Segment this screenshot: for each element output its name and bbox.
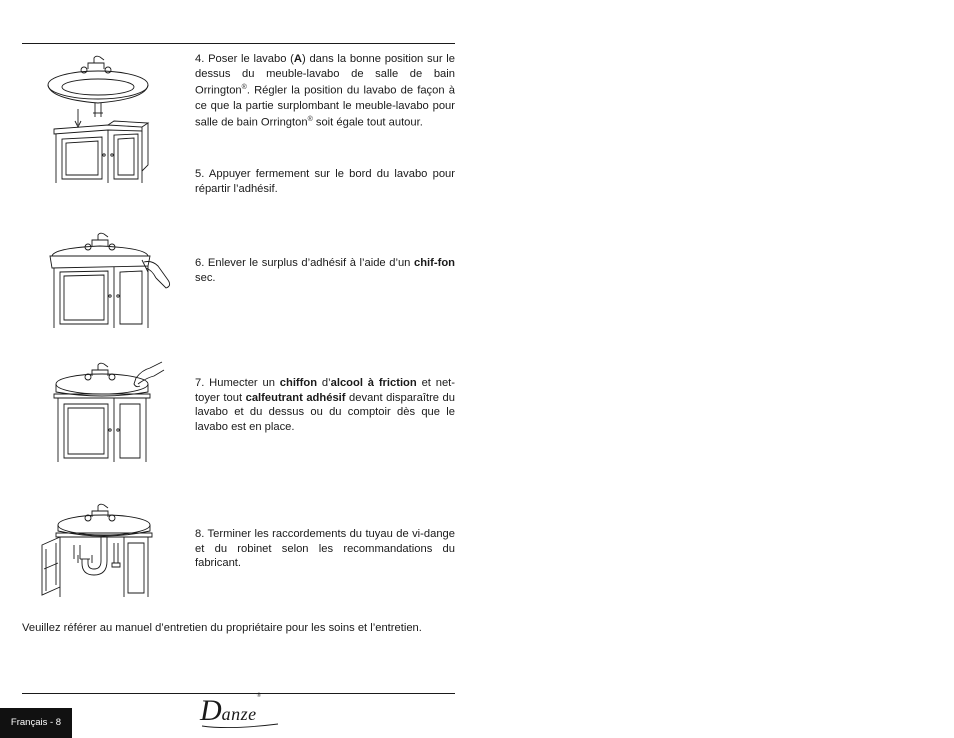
step-5-text: 5. Appuyer fermement sur le bord du lavabo pour répartir l’adhésif. [195, 168, 455, 195]
plumbing-connection-illustration [38, 503, 158, 598]
logo-rest: anze [221, 704, 257, 724]
logo-swoosh-icon [200, 722, 280, 730]
page-label: Français - 8 [0, 708, 72, 738]
logo-initial: D [200, 694, 222, 727]
wipe-adhesive-illustration [44, 232, 176, 330]
clean-caulk-illustration [44, 360, 166, 465]
sink-placement-illustration [44, 55, 156, 185]
step-6-text: 6. Enlever le surplus d’adhésif à l’aide d’un chif-fon sec. [195, 257, 455, 284]
logo-reg: ® [256, 693, 262, 699]
step-7-text: 7. Humecter un chiffon d’alcool à friction et net-toyer tout calfeutrant adhésif devant disparaître du lavabo et du dessus ou du comptoir dès que le lavabo est en place. [195, 377, 456, 433]
top-rule [22, 43, 455, 44]
step-4-text: 4. Poser le lavabo (A) dans la bonne position sur le dessus du meuble-lavabo de salle de bain Orrington®. Régler la position du lavabo de façon à ce que la partie surplombant le meuble-lavabo pour salle de bain Orrington® soit égale tout autour. [195, 53, 455, 129]
step-8-text: 8. Terminer les raccordements du tuyau de vi-dange et du robinet selon les recommandations du fabricant. [195, 528, 455, 570]
care-note: Veuillez référer au manuel d’entretien du propriétaire pour les soins et l’entretien. [22, 622, 422, 634]
